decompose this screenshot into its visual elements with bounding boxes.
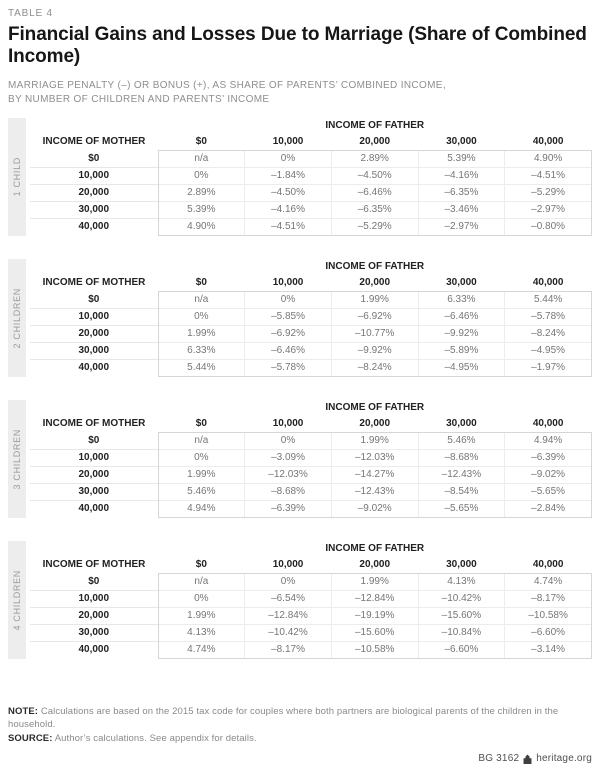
table-cell: –8.68% (418, 450, 505, 467)
table-cell: –6.60% (418, 642, 505, 659)
table-cell: –5.29% (505, 185, 592, 202)
table-cell: –2.97% (418, 219, 505, 236)
table-number-label: TABLE 4 (8, 8, 53, 19)
marriage-penalty-table (30, 541, 592, 659)
table-cell: 4.13% (418, 574, 505, 591)
table-cell: –5.89% (418, 343, 505, 360)
table-cell: 6.33% (418, 292, 505, 309)
table-cell: 5.44% (158, 360, 245, 377)
note-line (8, 705, 592, 732)
mother-income-row-label: 40,000 (30, 360, 158, 377)
table-row (30, 574, 592, 591)
table-cell: –10.84% (418, 625, 505, 642)
table-cell: 0% (245, 433, 332, 450)
table-cell: –5.65% (418, 501, 505, 518)
mother-income-row-label: 20,000 (30, 185, 158, 202)
table-cell: 5.46% (418, 433, 505, 450)
table-cell: –9.02% (331, 501, 418, 518)
mother-income-row-label: 10,000 (30, 168, 158, 185)
table-cell: –1.84% (245, 168, 332, 185)
table-cell: –4.16% (245, 202, 332, 219)
mother-income-row-label: 30,000 (30, 484, 158, 501)
report-id: BG 3162 (478, 753, 520, 764)
table-cell: 0% (158, 168, 245, 185)
father-income-column-header: 40,000 (532, 418, 564, 429)
table-cell: –19.19% (331, 608, 418, 625)
source-text: Author’s calculations. See appendix for details. (54, 732, 257, 744)
table-row (30, 343, 592, 360)
mother-income-row-label: $0 (88, 575, 100, 587)
source-line (8, 732, 592, 745)
father-income-column-header: 10,000 (272, 136, 304, 147)
table-subtitle (8, 79, 592, 106)
header-spacer (30, 259, 158, 275)
table-cell: –1.97% (505, 360, 592, 377)
table-cell: –8.17% (505, 591, 592, 608)
table-body (30, 574, 592, 659)
table-cell: –10.58% (505, 608, 592, 625)
children-count-label: 3 CHILDREN (12, 428, 22, 490)
children-count-band (8, 259, 26, 377)
header-spacer (30, 400, 158, 416)
table-row (30, 450, 592, 467)
mother-income-row-label: 30,000 (30, 343, 158, 360)
subtitle-line-2: BY NUMBER OF CHILDREN AND PARENTS’ INCOME (8, 93, 270, 105)
father-income-column-header: 20,000 (359, 277, 391, 288)
table-cell: n/a (158, 292, 245, 309)
table-cell: –12.84% (245, 608, 332, 625)
table-cell: –6.92% (331, 309, 418, 326)
table-row (30, 608, 592, 625)
header-spacer (30, 118, 158, 134)
column-header-row (30, 134, 592, 151)
table-row (30, 168, 592, 185)
table-cell: –9.92% (418, 326, 505, 343)
table-body (30, 433, 592, 518)
column-header-row (30, 557, 592, 574)
footnote-block (8, 705, 592, 745)
table-cell: –3.09% (245, 450, 332, 467)
table-body (30, 151, 592, 236)
marriage-penalty-table (30, 259, 592, 377)
father-income-column-header: $0 (195, 418, 207, 429)
table-cell: –6.46% (331, 185, 418, 202)
table-cell: –4.51% (245, 219, 332, 236)
table-cell: –12.03% (245, 467, 332, 484)
table-cell: n/a (158, 433, 245, 450)
mother-income-row-label: 30,000 (30, 625, 158, 642)
tables-container (8, 118, 592, 659)
table-cell: –6.35% (418, 185, 505, 202)
table-cell: –2.84% (505, 501, 592, 518)
income-of-father-header: INCOME OF FATHER (325, 543, 425, 554)
table-cell: 0% (245, 574, 332, 591)
children-count-label: 4 CHILDREN (12, 569, 22, 631)
father-income-column-header: 10,000 (272, 559, 304, 570)
table-cell: –0.80% (505, 219, 592, 236)
mother-income-row-label: $0 (88, 152, 100, 164)
marriage-penalty-table (30, 400, 592, 518)
table-cell: 5.44% (505, 292, 592, 309)
table-cell: –6.39% (245, 501, 332, 518)
father-income-column-header: 30,000 (446, 559, 477, 570)
table-cell: n/a (158, 574, 245, 591)
table-cell: 2.89% (331, 151, 418, 168)
table-cell: –10.42% (245, 625, 332, 642)
income-table-group (8, 118, 592, 236)
table-cell: –6.92% (245, 326, 332, 343)
table-row (30, 360, 592, 377)
mother-income-row-label: 20,000 (30, 326, 158, 343)
table-cell: 1.99% (331, 433, 418, 450)
table-body (30, 292, 592, 377)
table-cell: 0% (245, 292, 332, 309)
mother-income-row-label: 20,000 (30, 467, 158, 484)
table-row (30, 484, 592, 501)
table-cell: 1.99% (331, 292, 418, 309)
table-cell: –6.46% (418, 309, 505, 326)
table-cell: –5.78% (505, 309, 592, 326)
table-row (30, 591, 592, 608)
income-of-mother-header: INCOME OF MOTHER (42, 418, 146, 430)
father-header-row (30, 541, 592, 557)
table-cell: 4.13% (158, 625, 245, 642)
table-cell: –4.95% (418, 360, 505, 377)
children-count-band (8, 400, 26, 518)
table-cell: –5.65% (505, 484, 592, 501)
table-cell: –8.17% (245, 642, 332, 659)
table-cell: 4.74% (158, 642, 245, 659)
page-title: Financial Gains and Losses Due to Marriage (Share of Combined Income) (8, 24, 587, 67)
table-cell: –12.03% (331, 450, 418, 467)
table-cell: –9.92% (331, 343, 418, 360)
table-cell: 2.89% (158, 185, 245, 202)
table-row (30, 501, 592, 518)
table-cell: 5.46% (158, 484, 245, 501)
table-cell: –5.85% (245, 309, 332, 326)
table-row (30, 433, 592, 450)
table-cell: 0% (158, 591, 245, 608)
table-cell: –6.60% (505, 625, 592, 642)
marriage-penalty-table (30, 118, 592, 236)
table-cell: 1.99% (158, 467, 245, 484)
note-label: NOTE: (8, 706, 39, 717)
mother-income-row-label: 40,000 (30, 642, 158, 659)
income-table-group (8, 259, 592, 377)
income-of-mother-header: INCOME OF MOTHER (42, 559, 146, 571)
father-income-column-header: 10,000 (272, 418, 304, 429)
table-row (30, 292, 592, 309)
table-row (30, 185, 592, 202)
column-header-row (30, 275, 592, 292)
table-cell: –4.51% (505, 168, 592, 185)
table-cell: 1.99% (331, 574, 418, 591)
father-income-column-header: 40,000 (532, 559, 564, 570)
table-cell: 1.99% (158, 608, 245, 625)
table-cell: –4.16% (418, 168, 505, 185)
father-income-column-header: $0 (195, 277, 207, 288)
table-cell: 4.90% (505, 151, 592, 168)
table-cell: 6.33% (158, 343, 245, 360)
income-table-group (8, 541, 592, 659)
table-row (30, 467, 592, 484)
table-row (30, 625, 592, 642)
table-cell: –12.84% (331, 591, 418, 608)
father-income-column-header: 10,000 (272, 277, 304, 288)
table-cell: –14.27% (331, 467, 418, 484)
table-cell: –12.43% (331, 484, 418, 501)
table-cell: 4.74% (505, 574, 592, 591)
table-cell: –3.14% (505, 642, 592, 659)
table-cell: –9.02% (505, 467, 592, 484)
table-cell: 5.39% (418, 151, 505, 168)
mother-income-row-label: 20,000 (30, 608, 158, 625)
father-income-column-header: 30,000 (446, 277, 477, 288)
income-of-father-header: INCOME OF FATHER (325, 402, 425, 413)
table-cell: –10.77% (331, 326, 418, 343)
table-row (30, 309, 592, 326)
table-cell: –8.68% (245, 484, 332, 501)
table-cell: –12.43% (418, 467, 505, 484)
table-row (30, 326, 592, 343)
children-count-label: 1 CHILD (12, 157, 22, 197)
income-of-mother-header: INCOME OF MOTHER (42, 277, 146, 289)
father-income-column-header: 40,000 (532, 136, 564, 147)
income-of-mother-header: INCOME OF MOTHER (42, 136, 146, 148)
father-income-column-header: $0 (195, 136, 207, 147)
mother-income-row-label: $0 (88, 293, 100, 305)
source-label: SOURCE: (8, 732, 53, 744)
table-cell: 5.39% (158, 202, 245, 219)
table-cell: n/a (158, 151, 245, 168)
column-header-row (30, 416, 592, 433)
income-table-group (8, 400, 592, 518)
income-of-father-header: INCOME OF FATHER (325, 120, 425, 131)
father-header-row (30, 259, 592, 275)
table-cell: 0% (158, 450, 245, 467)
father-income-column-header: 20,000 (359, 559, 391, 570)
table-cell: –10.42% (418, 591, 505, 608)
table-cell: 4.94% (158, 501, 245, 518)
table-cell: –15.60% (418, 608, 505, 625)
table-cell: 0% (245, 151, 332, 168)
table-row (30, 151, 592, 168)
table-cell: 4.90% (158, 219, 245, 236)
income-of-father-header: INCOME OF FATHER (325, 261, 425, 272)
children-count-band (8, 541, 26, 659)
father-income-column-header: 30,000 (446, 136, 477, 147)
mother-income-row-label: 10,000 (30, 309, 158, 326)
table-row (30, 642, 592, 659)
mother-income-row-label: 10,000 (30, 591, 158, 608)
header-spacer (30, 541, 158, 557)
credit-line (8, 753, 592, 764)
table-cell: –6.54% (245, 591, 332, 608)
mother-income-row-label: 10,000 (30, 450, 158, 467)
father-income-column-header: 20,000 (359, 136, 391, 147)
table-cell: –6.46% (245, 343, 332, 360)
father-income-column-header: 20,000 (359, 418, 391, 429)
table-cell: –2.97% (505, 202, 592, 219)
mother-income-row-label: 30,000 (30, 202, 158, 219)
table-cell: –8.24% (331, 360, 418, 377)
father-header-row (30, 118, 592, 134)
table-cell: –4.95% (505, 343, 592, 360)
table-cell: –8.24% (505, 326, 592, 343)
table-row (30, 219, 592, 236)
mother-income-row-label: 40,000 (30, 219, 158, 236)
subtitle-line-1: MARRIAGE PENALTY (–) OR BONUS (+), AS SHARE OF PARENTS’ COMBINED INCOME, (8, 80, 446, 91)
table-cell: –4.50% (245, 185, 332, 202)
table-cell: –3.46% (418, 202, 505, 219)
heritage-logo-icon (523, 754, 532, 764)
table-cell: –5.78% (245, 360, 332, 377)
father-income-column-header: 30,000 (446, 418, 477, 429)
father-income-column-header: $0 (195, 559, 207, 570)
table-cell: –4.50% (331, 168, 418, 185)
table-cell: 1.99% (158, 326, 245, 343)
table-cell: 4.94% (505, 433, 592, 450)
mother-income-row-label: $0 (88, 434, 100, 446)
table-cell: –15.60% (331, 625, 418, 642)
table-cell: –6.39% (505, 450, 592, 467)
table-cell: –6.35% (331, 202, 418, 219)
table-cell: –10.58% (331, 642, 418, 659)
note-text: Calculations are based on the 2015 tax code for couples where both partners are biological parents of the children in the household. (8, 706, 559, 731)
table-row (30, 202, 592, 219)
children-count-band (8, 118, 26, 236)
mother-income-row-label: 40,000 (30, 501, 158, 518)
father-income-column-header: 40,000 (532, 277, 564, 288)
table-cell: 0% (158, 309, 245, 326)
table-cell: –8.54% (418, 484, 505, 501)
children-count-label: 2 CHILDREN (12, 287, 22, 349)
publisher-site: heritage.org (536, 753, 592, 764)
father-header-row (30, 400, 592, 416)
table-cell: –5.29% (331, 219, 418, 236)
